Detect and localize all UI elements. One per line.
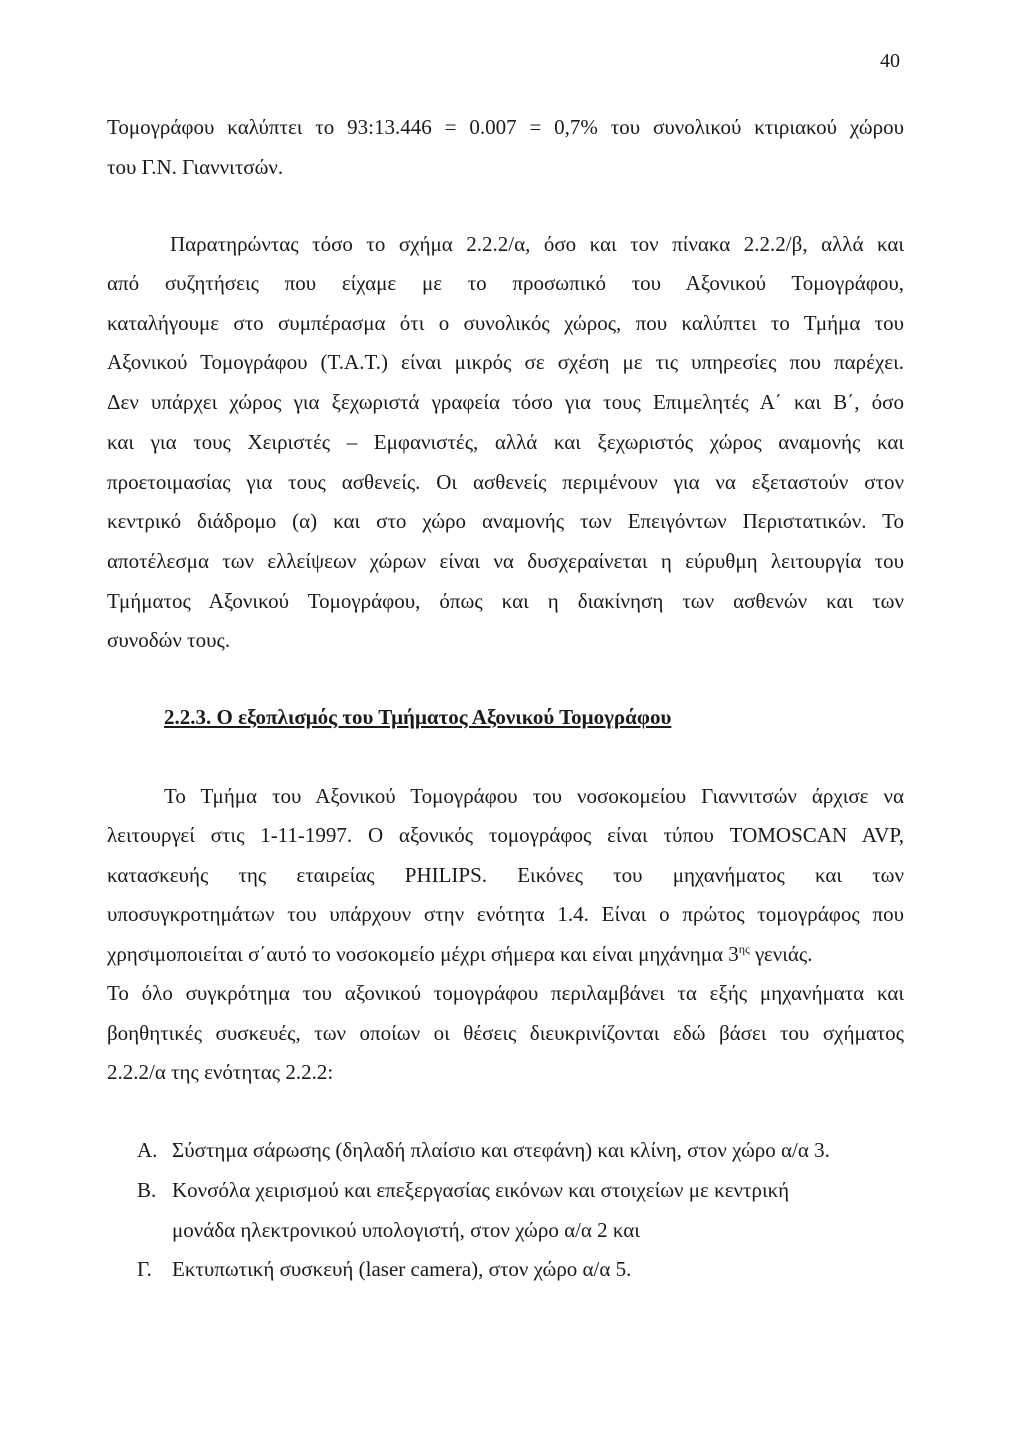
text-line: Το όλο συγκρότημα του αξονικού τομογράφου περιλαμβάνει τα εξής μηχανήματα και	[107, 981, 904, 1005]
page-number: 40	[880, 50, 900, 72]
list-item	[137, 1257, 904, 1281]
list-item-text: Εκτυπωτική συσκευή (laser camera), στον χώρο α/α 5.	[172, 1257, 632, 1281]
text-line: αποτέλεσμα των ελλείψεων χώρων είναι να δυσχεραίνεται η εύρυθμη λειτουργία του	[107, 549, 904, 573]
section-heading: 2.2.3. Ο εξοπλισμός του Τμήματος Αξονικού Τομογράφου	[164, 705, 672, 729]
list-item	[137, 1138, 904, 1162]
text-line: Δεν υπάρχει χώρος για ξεχωριστά γραφεία τόσο για τους Επιμελητές Α΄ και Β΄, όσο	[107, 390, 904, 414]
text-line: προετοιμασίας για τους ασθενείς. Οι ασθενείς περιμένουν για να εξεταστούν στον	[107, 470, 904, 494]
text-line: Τομογράφου καλύπτει το 93:13.446 = 0.007 = 0,7% του συνολικού κτιριακού χώρου	[107, 115, 904, 139]
list-item	[137, 1178, 904, 1202]
text-line: Αξονικού Τομογράφου (Τ.Α.Τ.) είναι μικρός σε σχέση με τις υπηρεσίες που παρέχει.	[107, 350, 904, 374]
text-line: Παρατηρώντας τόσο το σχήμα 2.2.2/α, όσο και τον πίνακα 2.2.2/β, αλλά και	[170, 232, 904, 256]
list-item-label: Γ.	[137, 1257, 152, 1281]
superscript: ης	[738, 942, 750, 956]
text-line: κατασκευής της εταιρείας PHILIPS. Εικόνες του μηχανήματος και των	[107, 863, 904, 887]
text-line: υποσυγκροτημάτων του υπάρχουν στην ενότητα 1.4. Είναι ο πρώτος τομογράφος που	[107, 902, 904, 926]
text-line: Τμήματος Αξονικού Τομογράφου, όπως και η διακίνηση των ασθενών και των	[107, 589, 904, 613]
list-item-text: Σύστημα σάρωσης (δηλαδή πλαίσιο και στεφάνη) και κλίνη, στον χώρο α/α 3.	[172, 1138, 830, 1162]
list-item-text: Κονσόλα χειρισμού και επεξεργασίας εικόνων και στοιχείων με κεντρική	[172, 1178, 790, 1202]
list-item-continuation: μονάδα ηλεκτρονικού υπολογιστή, στον χώρο α/α 2 και	[172, 1218, 640, 1242]
text-line: του Γ.Ν. Γιαννιτσών.	[107, 155, 284, 179]
text-line: από συζητήσεις που είχαμε με το προσωπικό του Αξονικού Τομογράφου,	[107, 271, 904, 295]
text-line: Το Τμήμα του Αξονικού Τομογράφου του νοσοκομείου Γιαννιτσών άρχισε να	[164, 784, 904, 808]
list-item-label: Α.	[137, 1138, 158, 1162]
text-line: και για τους Χειριστές – Εμφανιστές, αλλά και ξεχωριστός χώρος αναμονής και	[107, 430, 904, 454]
text-line: συνοδών τους.	[107, 628, 231, 652]
text-line: κεντρικό διάδρομο (α) και στο χώρο αναμονής των Επειγόντων Περιστατικών. Το	[107, 509, 904, 533]
list-item-label: Β.	[137, 1178, 157, 1202]
text-line: χρησιμοποιείται σ΄αυτό το νοσοκομείο μέχρι σήμερα και είναι μηχάνημα $3^{\eta\varsigma}$ γενιάς.	[107, 942, 813, 966]
text-line: καταλήγουμε στο συμπέρασμα ότι ο συνολικός χώρος, που καλύπτει το Τμήμα του	[107, 311, 904, 335]
text-line: βοηθητικές συσκευές, των οποίων οι θέσεις διευκρινίζονται εδώ βάσει του σχήματος	[107, 1021, 904, 1045]
text-line: 2.2.2/α της ενότητας 2.2.2:	[107, 1060, 334, 1084]
text-line: λειτουργεί στις 1-11-1997. Ο αξονικός τομογράφος είναι τύπου TOMOSCAN AVP,	[107, 823, 904, 847]
